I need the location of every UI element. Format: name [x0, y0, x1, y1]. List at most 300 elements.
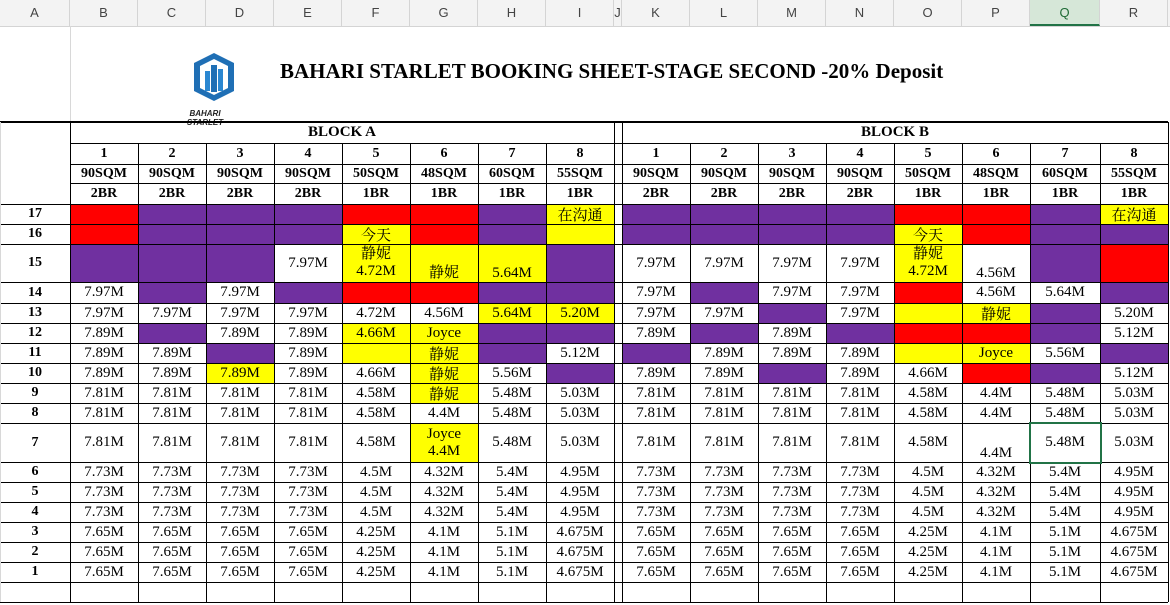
unit-number[interactable]: 5: [924, 145, 932, 161]
unit-size[interactable]: 90SQM: [837, 165, 883, 181]
unit-price-cell[interactable]: 5.03M: [546, 403, 614, 423]
unit-price-cell[interactable]: 7.73M: [206, 482, 274, 502]
unit-price-cell[interactable]: [962, 244, 1030, 282]
unit-price-cell[interactable]: 7.97M: [206, 282, 274, 303]
unit-type[interactable]: 1BR: [430, 185, 458, 201]
unit-number[interactable]: 4: [856, 145, 864, 161]
unit-price-cell[interactable]: 在沟通: [546, 204, 614, 224]
unit-price-cell[interactable]: 静妮: [410, 363, 478, 383]
unit-price-cell[interactable]: 4.58M: [894, 423, 962, 462]
unit-price-cell[interactable]: 7.73M: [690, 482, 758, 502]
unit-price-cell[interactable]: 7.65M: [758, 562, 826, 582]
unit-number[interactable]: 7: [1061, 145, 1069, 161]
unit-price-cell[interactable]: 5.48M: [478, 403, 546, 423]
unit-price-cell[interactable]: 7.65M: [690, 562, 758, 582]
unit-price-cell[interactable]: [410, 282, 478, 303]
unit-price-cell[interactable]: 7.89M: [138, 363, 206, 383]
unit-price-cell[interactable]: 7.65M: [690, 542, 758, 562]
unit-price-cell[interactable]: 4.32M: [962, 462, 1030, 482]
column-header-m[interactable]: M: [758, 0, 826, 26]
unit-price-cell[interactable]: [1100, 282, 1168, 303]
unit-price-cell[interactable]: 4.32M: [410, 462, 478, 482]
unit-price-cell[interactable]: 7.73M: [138, 462, 206, 482]
unit-price-cell[interactable]: [894, 204, 962, 224]
unit-price-cell[interactable]: 7.89M: [758, 323, 826, 343]
floor-label[interactable]: 5: [31, 484, 39, 499]
unit-number[interactable]: 3: [236, 145, 244, 161]
column-header-q[interactable]: Q: [1030, 0, 1100, 26]
unit-price-cell[interactable]: [478, 204, 546, 224]
unit-price-cell[interactable]: 4.5M: [342, 502, 410, 522]
unit-price-cell[interactable]: 4.4M: [962, 403, 1030, 423]
unit-size[interactable]: 48SQM: [421, 165, 467, 181]
unit-price-cell[interactable]: 7.81M: [758, 403, 826, 423]
unit-number[interactable]: 7: [508, 145, 516, 161]
unit-type[interactable]: 1BR: [982, 185, 1010, 201]
unit-type[interactable]: 2BR: [778, 185, 806, 201]
unit-type[interactable]: 1BR: [362, 185, 390, 201]
unit-price-cell[interactable]: [1030, 363, 1100, 383]
unit-price-cell[interactable]: 7.65M: [138, 562, 206, 582]
unit-price-cell[interactable]: 5.48M: [478, 423, 546, 462]
unit-price-cell[interactable]: 7.89M: [70, 343, 138, 363]
unit-price-cell[interactable]: [690, 282, 758, 303]
unit-type[interactable]: 2BR: [158, 185, 186, 201]
unit-price-cell[interactable]: 5.48M: [478, 383, 546, 403]
unit-size[interactable]: 60SQM: [489, 165, 535, 181]
unit-price-cell[interactable]: [1100, 224, 1168, 244]
unit-price-cell[interactable]: [758, 204, 826, 224]
unit-price-cell[interactable]: [826, 224, 894, 244]
column-header-p[interactable]: P: [962, 0, 1030, 26]
unit-price-cell[interactable]: 7.81M: [138, 403, 206, 423]
unit-price-cell[interactable]: [1030, 303, 1100, 323]
unit-price-cell[interactable]: [758, 303, 826, 323]
unit-price-cell[interactable]: [894, 303, 962, 323]
unit-price-cell[interactable]: 5.56M: [1030, 343, 1100, 363]
unit-price-cell[interactable]: [962, 363, 1030, 383]
unit-price-cell[interactable]: [342, 282, 410, 303]
unit-price-cell[interactable]: 7.73M: [274, 482, 342, 502]
unit-size[interactable]: 90SQM: [633, 165, 679, 181]
unit-price-cell[interactable]: 7.65M: [274, 542, 342, 562]
unit-price-cell[interactable]: 7.73M: [70, 502, 138, 522]
unit-price-cell[interactable]: [70, 244, 138, 282]
floor-label[interactable]: 3: [31, 524, 39, 539]
column-header-i[interactable]: I: [546, 0, 614, 26]
unit-price-cell[interactable]: 7.89M: [622, 363, 690, 383]
unit-price-cell[interactable]: [478, 244, 546, 282]
unit-price-cell[interactable]: 5.64M: [478, 303, 546, 323]
unit-price-cell[interactable]: 7.81M: [758, 383, 826, 403]
unit-price-cell[interactable]: 4.25M: [342, 542, 410, 562]
unit-price-cell[interactable]: 4.66M: [342, 363, 410, 383]
unit-number[interactable]: 1: [652, 145, 660, 161]
unit-price-cell[interactable]: 7.73M: [206, 462, 274, 482]
unit-type[interactable]: 2BR: [226, 185, 254, 201]
unit-price-cell[interactable]: 7.81M: [70, 423, 138, 462]
unit-price-cell[interactable]: 5.56M: [478, 363, 546, 383]
unit-price-cell[interactable]: 5.4M: [1030, 502, 1100, 522]
unit-price-cell[interactable]: [478, 282, 546, 303]
unit-price-cell[interactable]: 4.95M: [1100, 482, 1168, 502]
unit-price-cell[interactable]: 7.73M: [826, 462, 894, 482]
unit-price-cell[interactable]: [274, 282, 342, 303]
unit-price-cell[interactable]: 4.32M: [962, 482, 1030, 502]
unit-price-cell[interactable]: [1030, 224, 1100, 244]
unit-price-cell[interactable]: 7.89M: [70, 323, 138, 343]
floor-label[interactable]: 7: [31, 434, 39, 450]
unit-type[interactable]: 1BR: [914, 185, 942, 201]
unit-price-cell[interactable]: 4.675M: [546, 522, 614, 542]
floor-label[interactable]: 16: [28, 226, 42, 241]
unit-number[interactable]: 1: [100, 145, 108, 161]
unit-price-cell[interactable]: 7.89M: [826, 343, 894, 363]
unit-price-cell[interactable]: 7.89M: [274, 363, 342, 383]
unit-price-cell[interactable]: 7.89M: [826, 363, 894, 383]
unit-price-cell[interactable]: 4.25M: [342, 522, 410, 542]
unit-price-cell[interactable]: 7.81M: [826, 423, 894, 462]
unit-price-cell[interactable]: 7.89M: [206, 363, 274, 383]
unit-price-cell[interactable]: 7.97M: [758, 282, 826, 303]
unit-price-cell[interactable]: 4.58M: [894, 403, 962, 423]
unit-price-cell[interactable]: [894, 323, 962, 343]
unit-price-cell[interactable]: 4.95M: [1100, 462, 1168, 482]
unit-size[interactable]: 50SQM: [353, 165, 399, 181]
unit-price-cell[interactable]: 4.1M: [410, 542, 478, 562]
unit-price-cell[interactable]: 在沟通: [1100, 204, 1168, 224]
unit-size[interactable]: 90SQM: [769, 165, 815, 181]
unit-price-cell[interactable]: [342, 343, 410, 363]
unit-size[interactable]: 55SQM: [1111, 165, 1157, 181]
unit-price-cell[interactable]: 5.4M: [478, 462, 546, 482]
unit-price-cell[interactable]: 7.65M: [826, 562, 894, 582]
unit-price-cell[interactable]: 5.1M: [1030, 522, 1100, 542]
unit-price-cell[interactable]: 7.81M: [826, 383, 894, 403]
unit-price-cell[interactable]: 7.97M: [138, 303, 206, 323]
unit-price-cell[interactable]: 静妮: [410, 343, 478, 363]
unit-price-cell[interactable]: [690, 224, 758, 244]
unit-price-cell[interactable]: [138, 323, 206, 343]
unit-price-cell[interactable]: 7.73M: [622, 502, 690, 522]
unit-price-cell[interactable]: 5.48M: [1030, 383, 1100, 403]
unit-price-cell[interactable]: 7.81M: [274, 423, 342, 462]
column-header-j[interactable]: J: [614, 0, 622, 26]
floor-label[interactable]: 6: [31, 464, 39, 479]
column-header-d[interactable]: D: [206, 0, 274, 26]
unit-price-cell[interactable]: 5.03M: [1100, 423, 1168, 462]
floor-label[interactable]: 17: [28, 206, 42, 221]
unit-price-cell[interactable]: 7.73M: [690, 462, 758, 482]
unit-price-cell[interactable]: 7.97M: [758, 244, 826, 282]
unit-price-cell[interactable]: 7.81M: [622, 423, 690, 462]
unit-price-cell[interactable]: 7.65M: [690, 522, 758, 542]
unit-price-cell[interactable]: 4.58M: [894, 383, 962, 403]
unit-type[interactable]: 1BR: [1051, 185, 1079, 201]
unit-price-cell[interactable]: 4.72M: [342, 303, 410, 323]
unit-price-cell[interactable]: [478, 224, 546, 244]
unit-price-cell[interactable]: 今天: [342, 224, 410, 244]
unit-price-cell[interactable]: [962, 323, 1030, 343]
unit-price-cell[interactable]: 7.65M: [826, 542, 894, 562]
unit-price-cell[interactable]: 4.32M: [410, 502, 478, 522]
unit-price-cell[interactable]: 7.65M: [70, 562, 138, 582]
unit-price-cell[interactable]: [478, 343, 546, 363]
unit-price-cell[interactable]: 4.32M: [410, 482, 478, 502]
unit-price-cell[interactable]: 7.81M: [690, 423, 758, 462]
unit-price-cell[interactable]: 7.65M: [70, 542, 138, 562]
unit-price-cell[interactable]: 4.1M: [962, 542, 1030, 562]
unit-price-cell[interactable]: [70, 224, 138, 244]
unit-price-cell[interactable]: 7.81M: [274, 403, 342, 423]
unit-price-cell[interactable]: 5.12M: [1100, 323, 1168, 343]
unit-price-cell[interactable]: [758, 363, 826, 383]
unit-price-cell[interactable]: 7.65M: [70, 522, 138, 542]
unit-price-cell[interactable]: 5.20M: [546, 303, 614, 323]
unit-price-cell[interactable]: 静妮: [962, 303, 1030, 323]
unit-price-cell[interactable]: [410, 204, 478, 224]
unit-price-cell[interactable]: 7.65M: [622, 542, 690, 562]
unit-price-cell[interactable]: 7.81M: [138, 383, 206, 403]
unit-price-cell[interactable]: 4.32M: [962, 502, 1030, 522]
unit-price-cell[interactable]: 4.5M: [894, 482, 962, 502]
unit-price-cell[interactable]: 7.65M: [138, 542, 206, 562]
spreadsheet-grid[interactable]: [0, 26, 1170, 605]
unit-price-cell[interactable]: 5.03M: [1100, 403, 1168, 423]
unit-price-cell[interactable]: 5.1M: [1030, 562, 1100, 582]
unit-price-cell[interactable]: 7.73M: [622, 462, 690, 482]
unit-price-cell[interactable]: [410, 224, 478, 244]
floor-label[interactable]: 9: [31, 385, 39, 400]
unit-price-cell[interactable]: 7.81M: [690, 383, 758, 403]
unit-price-cell[interactable]: 4.675M: [1100, 562, 1168, 582]
unit-price-cell[interactable]: 5.48M: [1030, 423, 1100, 462]
unit-price-cell[interactable]: 7.73M: [622, 482, 690, 502]
unit-price-cell[interactable]: 4.1M: [962, 522, 1030, 542]
unit-price-cell[interactable]: [206, 244, 274, 282]
unit-price-cell[interactable]: 7.73M: [138, 482, 206, 502]
unit-price-cell[interactable]: [546, 244, 614, 282]
unit-price-cell[interactable]: 7.89M: [138, 343, 206, 363]
unit-price-cell[interactable]: 4.5M: [342, 482, 410, 502]
unit-price-cell[interactable]: 5.48M: [1030, 403, 1100, 423]
unit-price-cell[interactable]: 7.65M: [206, 542, 274, 562]
unit-price-cell[interactable]: 5.4M: [1030, 462, 1100, 482]
unit-price-cell[interactable]: [690, 323, 758, 343]
unit-size[interactable]: 90SQM: [217, 165, 263, 181]
unit-price-cell[interactable]: [826, 204, 894, 224]
column-header-c[interactable]: C: [138, 0, 206, 26]
unit-price-cell[interactable]: [962, 204, 1030, 224]
unit-price-cell[interactable]: 4.95M: [1100, 502, 1168, 522]
block-title-b[interactable]: BLOCK B: [861, 124, 929, 140]
unit-type[interactable]: 2BR: [846, 185, 874, 201]
unit-type[interactable]: 2BR: [90, 185, 118, 201]
unit-price-cell[interactable]: 4.95M: [546, 462, 614, 482]
unit-price-cell[interactable]: 7.73M: [758, 482, 826, 502]
unit-price-cell[interactable]: Joyce: [410, 323, 478, 343]
unit-price-cell[interactable]: 5.4M: [478, 482, 546, 502]
floor-label[interactable]: 13: [28, 305, 42, 320]
unit-price-cell[interactable]: 7.97M: [70, 303, 138, 323]
column-header-l[interactable]: L: [690, 0, 758, 26]
unit-price-cell[interactable]: 7.65M: [206, 522, 274, 542]
unit-price-cell[interactable]: 7.73M: [274, 502, 342, 522]
unit-price-cell[interactable]: 7.65M: [274, 562, 342, 582]
unit-price-cell[interactable]: 4.1M: [410, 562, 478, 582]
unit-price-cell[interactable]: 静妮: [410, 383, 478, 403]
unit-price-cell[interactable]: 7.81M: [690, 403, 758, 423]
unit-price-cell[interactable]: 7.65M: [758, 542, 826, 562]
unit-price-cell[interactable]: 4.675M: [1100, 522, 1168, 542]
unit-number[interactable]: 2: [168, 145, 176, 161]
unit-price-cell[interactable]: 7.81M: [206, 403, 274, 423]
column-header-a[interactable]: A: [0, 0, 70, 26]
unit-price-cell[interactable]: [826, 323, 894, 343]
unit-price-cell[interactable]: [1030, 204, 1100, 224]
column-header-n[interactable]: N: [826, 0, 894, 26]
unit-price-cell[interactable]: 4.4M: [410, 403, 478, 423]
unit-price-cell[interactable]: 7.97M: [274, 303, 342, 323]
unit-price-cell[interactable]: 7.81M: [622, 403, 690, 423]
unit-type[interactable]: 2BR: [710, 185, 738, 201]
unit-number[interactable]: 3: [788, 145, 796, 161]
unit-price-cell[interactable]: [962, 423, 1030, 462]
unit-type[interactable]: 1BR: [566, 185, 594, 201]
unit-price-cell[interactable]: 4.675M: [546, 562, 614, 582]
unit-price-cell[interactable]: 5.1M: [478, 562, 546, 582]
unit-type[interactable]: 2BR: [294, 185, 322, 201]
column-header-k[interactable]: K: [622, 0, 690, 26]
unit-price-cell[interactable]: 7.65M: [826, 522, 894, 542]
floor-label[interactable]: 4: [31, 504, 39, 519]
unit-price-cell[interactable]: 5.64M: [1030, 282, 1100, 303]
unit-number[interactable]: 8: [576, 145, 584, 161]
unit-price-cell[interactable]: 5.20M: [1100, 303, 1168, 323]
unit-price-cell[interactable]: 7.97M: [622, 244, 690, 282]
unit-price-cell[interactable]: 7.81M: [758, 423, 826, 462]
unit-price-cell[interactable]: 4.1M: [962, 562, 1030, 582]
unit-price-cell[interactable]: 7.81M: [206, 423, 274, 462]
unit-price-cell[interactable]: 4.4M: [962, 383, 1030, 403]
unit-price-cell[interactable]: 4.58M: [342, 423, 410, 462]
unit-price-cell[interactable]: [1100, 343, 1168, 363]
unit-size[interactable]: 50SQM: [905, 165, 951, 181]
unit-price-cell[interactable]: 7.81M: [138, 423, 206, 462]
unit-price-cell[interactable]: 7.89M: [274, 323, 342, 343]
column-header-g[interactable]: G: [410, 0, 478, 26]
unit-price-cell[interactable]: 7.65M: [622, 522, 690, 542]
column-header-o[interactable]: O: [894, 0, 962, 26]
unit-price-cell[interactable]: 4.25M: [894, 562, 962, 582]
unit-price-cell[interactable]: [410, 423, 478, 462]
unit-number[interactable]: 8: [1130, 145, 1138, 161]
unit-price-cell[interactable]: [410, 244, 478, 282]
unit-price-cell[interactable]: 7.97M: [206, 303, 274, 323]
unit-price-cell[interactable]: [894, 343, 962, 363]
unit-price-cell[interactable]: 7.73M: [274, 462, 342, 482]
unit-type[interactable]: 1BR: [498, 185, 526, 201]
unit-type[interactable]: 1BR: [1120, 185, 1148, 201]
unit-price-cell[interactable]: [546, 323, 614, 343]
unit-price-cell[interactable]: 4.5M: [342, 462, 410, 482]
unit-price-cell[interactable]: 7.81M: [274, 383, 342, 403]
unit-price-cell[interactable]: 5.1M: [1030, 542, 1100, 562]
unit-price-cell[interactable]: 7.89M: [690, 363, 758, 383]
unit-price-cell[interactable]: [274, 204, 342, 224]
unit-price-cell[interactable]: [206, 343, 274, 363]
unit-size[interactable]: 48SQM: [973, 165, 1019, 181]
unit-price-cell[interactable]: 7.73M: [758, 462, 826, 482]
floor-label[interactable]: 8: [31, 405, 39, 420]
floor-label[interactable]: 2: [31, 544, 39, 559]
unit-size[interactable]: 90SQM: [701, 165, 747, 181]
unit-price-cell[interactable]: 7.97M: [70, 282, 138, 303]
unit-size[interactable]: 90SQM: [149, 165, 195, 181]
unit-price-cell[interactable]: 4.58M: [342, 383, 410, 403]
floor-label[interactable]: 14: [28, 284, 42, 300]
unit-size[interactable]: 90SQM: [285, 165, 331, 181]
unit-price-cell[interactable]: 4.56M: [962, 282, 1030, 303]
unit-price-cell[interactable]: 7.73M: [138, 502, 206, 522]
unit-type[interactable]: 2BR: [642, 185, 670, 201]
unit-price-cell[interactable]: 7.97M: [690, 303, 758, 323]
unit-price-cell[interactable]: 7.73M: [70, 482, 138, 502]
unit-size[interactable]: 60SQM: [1042, 165, 1088, 181]
unit-price-cell[interactable]: 4.5M: [894, 462, 962, 482]
unit-price-cell[interactable]: [206, 224, 274, 244]
unit-price-cell[interactable]: 4.675M: [546, 542, 614, 562]
unit-number[interactable]: 6: [440, 145, 448, 161]
unit-price-cell[interactable]: 7.97M: [826, 244, 894, 282]
unit-price-cell[interactable]: [206, 204, 274, 224]
unit-price-cell[interactable]: 5.1M: [478, 542, 546, 562]
unit-size[interactable]: 90SQM: [81, 165, 127, 181]
unit-price-cell[interactable]: [894, 244, 962, 282]
unit-price-cell[interactable]: [70, 204, 138, 224]
unit-price-cell[interactable]: 7.97M: [622, 282, 690, 303]
unit-price-cell[interactable]: [962, 224, 1030, 244]
unit-price-cell[interactable]: [546, 363, 614, 383]
unit-number[interactable]: 2: [720, 145, 728, 161]
unit-price-cell[interactable]: 7.73M: [690, 502, 758, 522]
unit-price-cell[interactable]: [622, 343, 690, 363]
unit-price-cell[interactable]: 7.97M: [826, 282, 894, 303]
unit-price-cell[interactable]: 4.66M: [894, 363, 962, 383]
unit-price-cell[interactable]: 5.1M: [478, 522, 546, 542]
unit-price-cell[interactable]: 7.81M: [70, 403, 138, 423]
unit-number[interactable]: 5: [372, 145, 380, 161]
unit-price-cell[interactable]: 7.65M: [138, 522, 206, 542]
unit-price-cell[interactable]: 今天: [894, 224, 962, 244]
unit-price-cell[interactable]: Joyce: [962, 343, 1030, 363]
unit-price-cell[interactable]: 5.03M: [546, 383, 614, 403]
unit-price-cell[interactable]: [138, 282, 206, 303]
unit-price-cell[interactable]: [690, 204, 758, 224]
unit-price-cell[interactable]: [138, 244, 206, 282]
unit-price-cell[interactable]: 7.97M: [690, 244, 758, 282]
unit-price-cell[interactable]: [342, 204, 410, 224]
unit-price-cell[interactable]: 4.25M: [894, 522, 962, 542]
unit-price-cell[interactable]: [138, 204, 206, 224]
unit-price-cell[interactable]: 4.58M: [342, 403, 410, 423]
unit-price-cell[interactable]: 7.81M: [206, 383, 274, 403]
unit-price-cell[interactable]: 7.73M: [826, 482, 894, 502]
column-header-b[interactable]: B: [70, 0, 138, 26]
unit-price-cell[interactable]: [894, 282, 962, 303]
unit-price-cell[interactable]: 4.1M: [410, 522, 478, 542]
unit-price-cell[interactable]: 7.73M: [70, 462, 138, 482]
